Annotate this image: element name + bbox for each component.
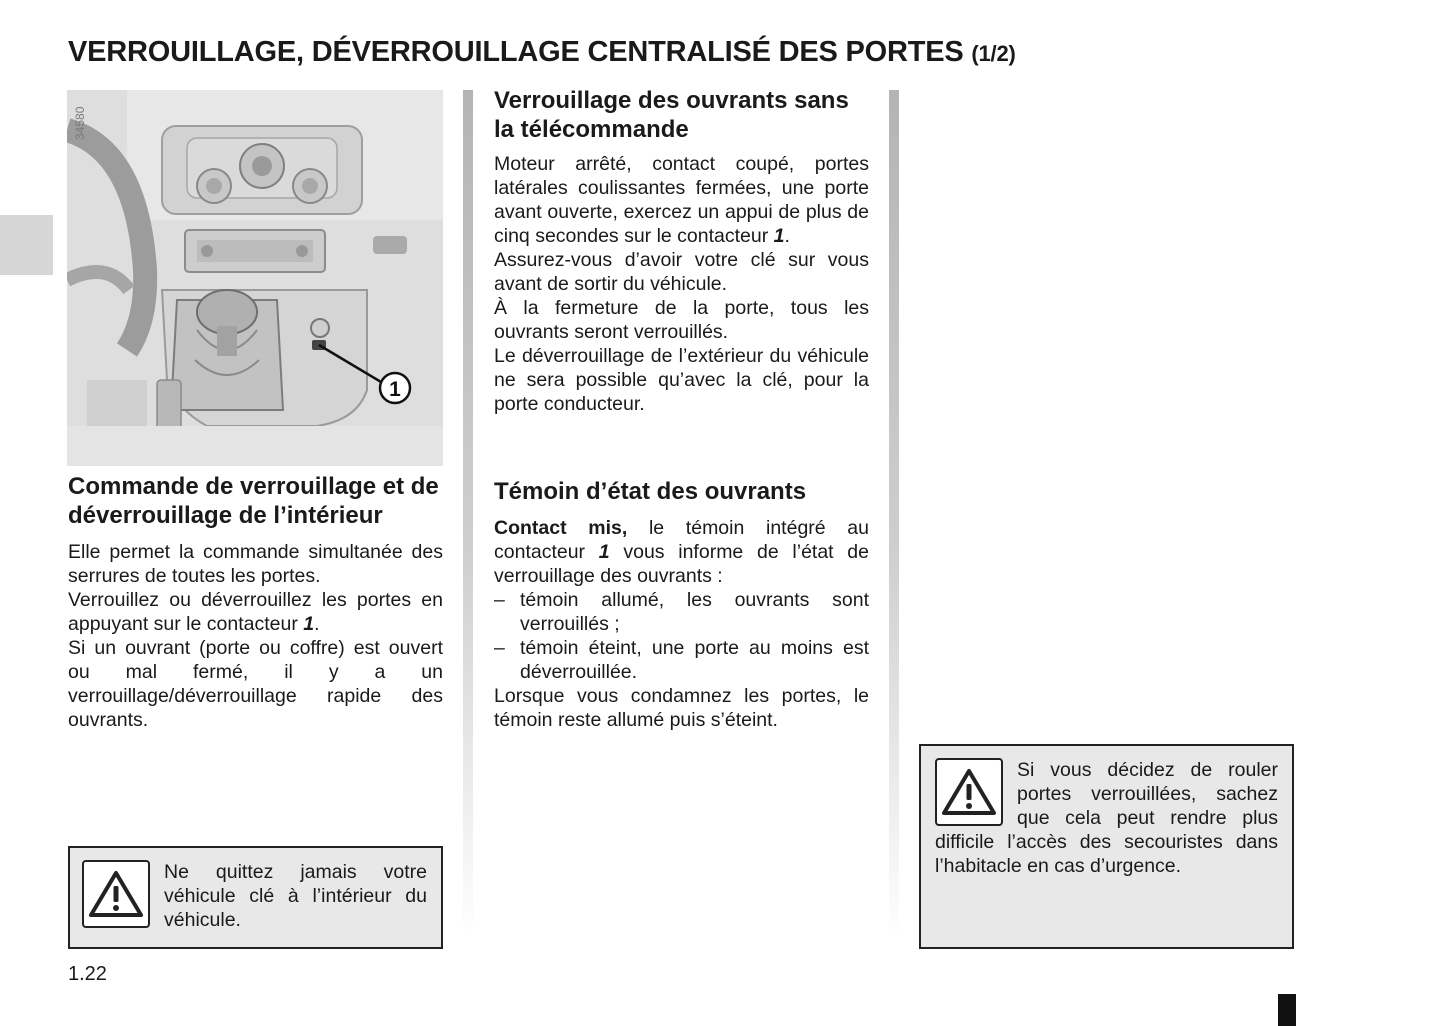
left-section-heading: Commande de verrouillage et de déverrouillage de l’intérieur bbox=[68, 473, 439, 529]
mid1-paragraph-3: À la fermeture de la porte, tous les ouvrants seront verrouillés. bbox=[494, 297, 869, 343]
mid1-paragraph-4: Le déverrouillage de l’extérieur du véhicule ne sera possible qu’avec la clé, pour la porte conducteur. bbox=[494, 345, 869, 415]
callout-number: 1 bbox=[389, 378, 401, 401]
right-warning-text: Si vous décidez de rouler portes verrouillées, sachez que cela peut rendre plus difficile l’accès des secouristes dans l’habitacle en cas d’urgence. bbox=[935, 759, 1278, 877]
mid1-paragraph-1 bbox=[494, 152, 869, 248]
middle-section-1-heading: Verrouillage des ouvrants sans la télécommande bbox=[494, 87, 849, 143]
middle-section-1 bbox=[494, 86, 869, 416]
left-p2-end: . bbox=[314, 613, 320, 635]
left-warning-box bbox=[68, 846, 443, 949]
left-section bbox=[68, 472, 443, 732]
mid2-paragraph-1 bbox=[494, 516, 869, 588]
page-title-text: VERROUILLAGE, DÉVERROUILLAGE CENTRALISÉ DES PORTES bbox=[68, 36, 964, 68]
list-item: – témoin allumé, les ouvrants sont verrouillés ; bbox=[494, 588, 869, 636]
left-section-body bbox=[68, 540, 443, 732]
column-divider-right bbox=[889, 90, 899, 940]
mid2-p1-bold: Contact mis, bbox=[494, 517, 628, 539]
status-list bbox=[494, 588, 869, 684]
page-title-part: (1/2) bbox=[971, 41, 1016, 66]
mid2-p1-ref: 1 bbox=[598, 541, 610, 563]
middle-section-2-body bbox=[494, 516, 869, 732]
left-paragraph-1: Elle permet la commande simultanée des serrures de toutes les portes. bbox=[68, 541, 443, 587]
column-divider-left bbox=[463, 90, 473, 940]
page-number: 1.22 bbox=[68, 963, 107, 985]
warning-triangle-icon bbox=[82, 860, 150, 928]
warning-triangle-icon bbox=[935, 758, 1003, 826]
mid1-p1-ref: 1 bbox=[773, 225, 785, 247]
chapter-side-tab bbox=[0, 215, 53, 275]
dashboard-photo bbox=[67, 90, 443, 466]
right-warning-box bbox=[919, 744, 1294, 949]
left-warning-text: Ne quittez jamais votre véhicule clé à l’intérieur du véhicule. bbox=[164, 861, 427, 931]
page-corner-mark bbox=[1278, 994, 1296, 1026]
list-item: – témoin éteint, une porte au moins est déverrouillée. bbox=[494, 636, 869, 684]
middle-section-1-body bbox=[494, 152, 869, 416]
mid1-p1-text: Moteur arrêté, contact coupé, portes latérales coulissantes fermées, une porte avant ouverte, exercez un appui de plus de cinq secondes sur le contacteur bbox=[494, 153, 869, 247]
middle-section-2-heading: Témoin d’état des ouvrants bbox=[494, 478, 807, 505]
page-title bbox=[68, 36, 1016, 69]
mid1-paragraph-2: Assurez-vous d’avoir votre clé sur vous avant de sortir du véhicule. bbox=[494, 249, 869, 295]
mid2-paragraph-2: Lorsque vous condamnez les portes, le témoin reste allumé puis s’éteint. bbox=[494, 685, 869, 731]
mid1-p1-end: . bbox=[784, 225, 790, 247]
figure-ref-code: 34580 bbox=[73, 106, 87, 140]
left-paragraph-3: Si un ouvrant (porte ou coffre) est ouvert ou mal fermé, il y a un verrouillage/déverrouillage rapide des ouvrants. bbox=[68, 637, 443, 731]
mid2-p1-text: le témoin intégré au contacteur bbox=[494, 517, 869, 563]
left-p2-ref: 1 bbox=[303, 613, 315, 635]
middle-section-2 bbox=[494, 477, 869, 732]
mid2-p1-end: vous informe de l’état de verrouillage des ouvrants : bbox=[494, 541, 869, 587]
left-paragraph-2 bbox=[68, 588, 443, 636]
left-p2-text: Verrouillez ou déverrouillez les portes en appuyant sur le contacteur bbox=[68, 589, 443, 635]
